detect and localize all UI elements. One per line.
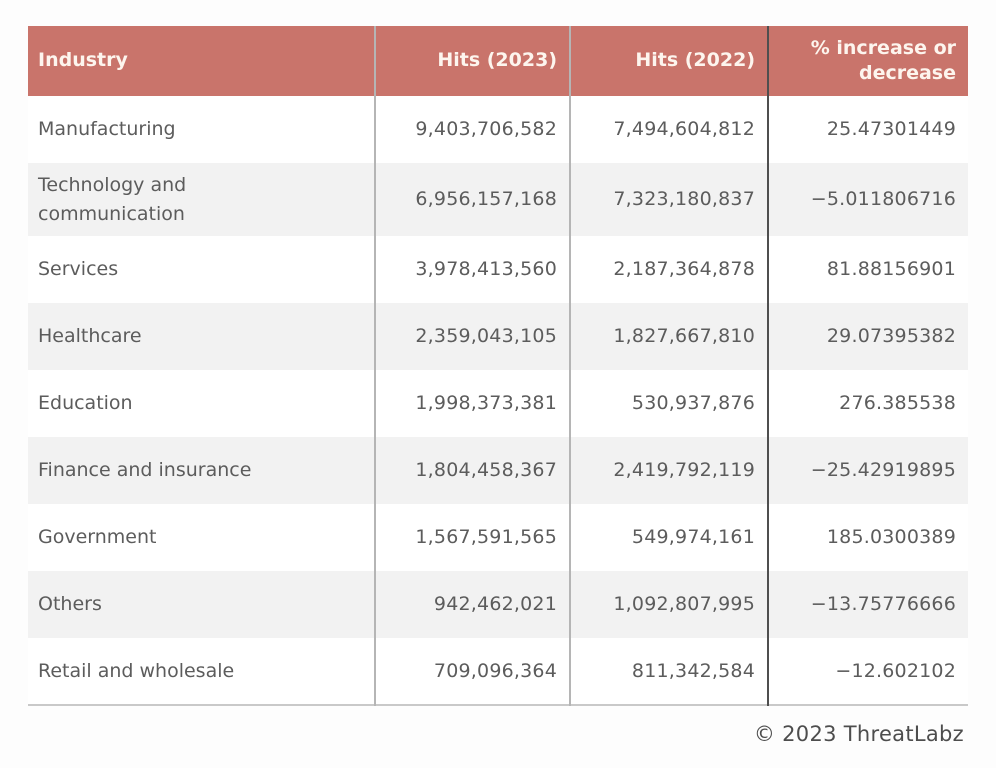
industry-cell: Healthcare (28, 303, 375, 370)
hits-2023-cell: 6,956,157,168 (375, 163, 570, 236)
hits-2023-cell: 9,403,706,582 (375, 96, 570, 163)
industry-cell: Finance and insurance (28, 437, 375, 504)
hits-2022-cell: 2,187,364,878 (570, 236, 768, 303)
table-row (28, 96, 968, 163)
hits-2022-cell: 2,419,792,119 (570, 437, 768, 504)
table-row (28, 571, 968, 638)
header-row (28, 26, 968, 96)
hits-2023-cell: 709,096,364 (375, 638, 570, 705)
pct-change-cell: −5.011806716 (768, 163, 968, 236)
hits-2023-cell: 2,359,043,105 (375, 303, 570, 370)
industry-cell: Government (38, 526, 157, 549)
hits-2022-cell: 549,974,161 (570, 504, 768, 571)
hits-2022-cell: 1,827,667,810 (570, 303, 768, 370)
hits-2022-cell: 1,092,807,995 (570, 571, 768, 638)
hits-2023-cell: 3,978,413,560 (375, 236, 570, 303)
hits-2022-cell: 811,342,584 (570, 638, 768, 705)
hits-2022-cell: 7,494,604,812 (570, 96, 768, 163)
industry-hits-table (28, 26, 968, 706)
column-header-hits-2023: Hits (2023) (375, 26, 570, 96)
pct-change-cell: −25.42919895 (768, 437, 968, 504)
pct-change-cell: 185.0300389 (768, 504, 968, 571)
industry-cell: Retail and wholesale (38, 659, 235, 682)
industry-cell: Education (38, 392, 133, 415)
table-row (28, 437, 968, 504)
pct-change-cell: −12.602102 (768, 638, 968, 705)
table-row (28, 163, 968, 236)
table-row (28, 236, 968, 303)
hits-2023-cell: 1,567,591,565 (375, 504, 570, 571)
pct-change-cell: 81.88156901 (768, 236, 968, 303)
industry-cell: Technology and communication (28, 163, 375, 236)
table-row (28, 638, 968, 705)
industry-hits-table-container (28, 26, 968, 746)
pct-change-cell: 29.07395382 (768, 303, 968, 370)
table-row (28, 370, 968, 437)
hits-2022-cell: 530,937,876 (570, 370, 768, 437)
hits-2022-cell: 7,323,180,837 (570, 163, 768, 236)
column-header-hits-2022: Hits (2022) (570, 26, 768, 96)
table-row (28, 504, 968, 571)
pct-change-cell: −13.75776666 (768, 571, 968, 638)
table-header (28, 26, 968, 96)
industry-cell: Services (38, 258, 119, 281)
copyright-notice: © 2023 ThreatLabz (753, 722, 964, 746)
hits-2023-cell: 1,998,373,381 (375, 370, 570, 437)
hits-2023-cell: 1,804,458,367 (375, 437, 570, 504)
industry-cell: Manufacturing (38, 118, 176, 141)
hits-2023-cell: 942,462,021 (375, 571, 570, 638)
industry-cell: Others (28, 571, 375, 638)
column-header-pct-change: % increase or decrease (768, 26, 968, 96)
column-header-industry: Industry (28, 26, 375, 96)
table-body (28, 96, 968, 705)
pct-change-cell: 276.385538 (768, 370, 968, 437)
table-row (28, 303, 968, 370)
pct-change-cell: 25.47301449 (768, 96, 968, 163)
